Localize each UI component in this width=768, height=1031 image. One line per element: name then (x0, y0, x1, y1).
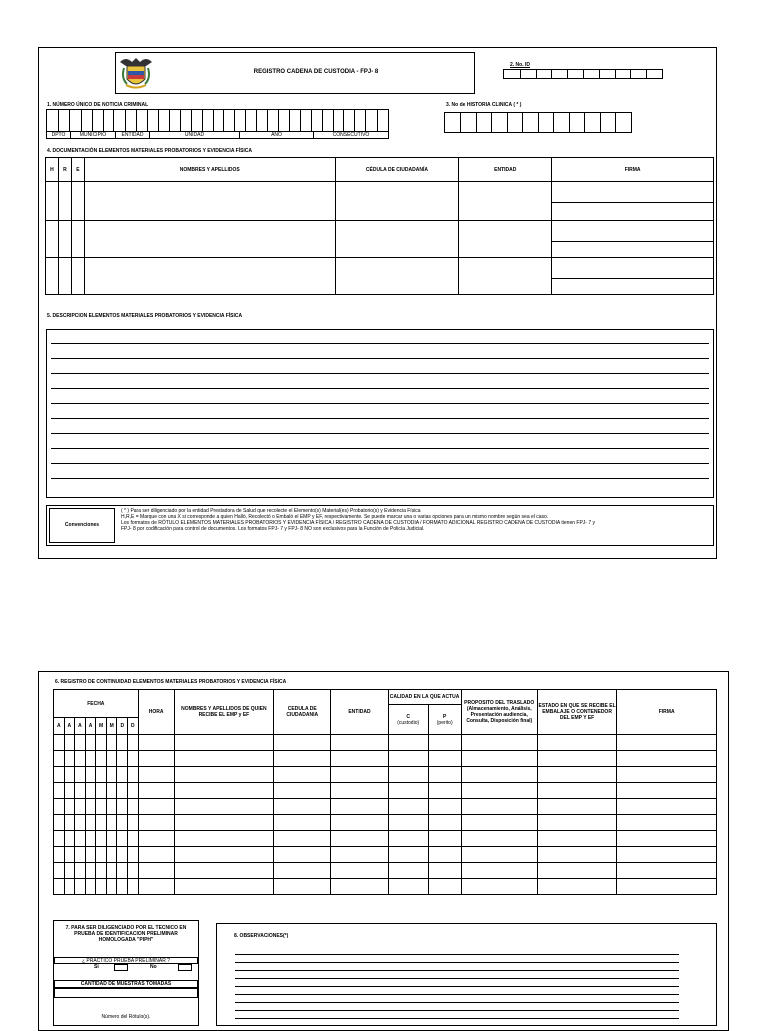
table-cell[interactable] (331, 847, 388, 863)
table-cell[interactable] (428, 767, 461, 783)
table-cell[interactable] (117, 879, 128, 895)
table-cell[interactable] (461, 751, 537, 767)
table-cell[interactable] (85, 815, 96, 831)
table-cell[interactable] (174, 847, 274, 863)
table-row (54, 751, 717, 767)
col-cedula: CEDULA DE CIUDADANIA (274, 690, 331, 735)
table-cell[interactable] (75, 831, 86, 847)
table-cell[interactable] (428, 863, 461, 879)
table-cell[interactable] (117, 767, 128, 783)
table-cell[interactable] (117, 783, 128, 799)
table-cell[interactable] (388, 831, 428, 847)
si-checkbox[interactable] (114, 964, 128, 971)
table-cell[interactable] (174, 783, 274, 799)
table-cell[interactable] (461, 767, 537, 783)
description-box[interactable] (46, 329, 714, 498)
table-cell[interactable] (128, 767, 139, 783)
cell[interactable] (58, 258, 71, 295)
conventions-box (46, 505, 714, 546)
conventions-text (121, 508, 711, 532)
section6-label: 6. REGISTRO DE CONTINUIDAD ELEMENTOS MATERIALES PROBATORIOS Y EVIDENCIA FÍSICA (55, 679, 287, 685)
table-cell[interactable] (64, 783, 75, 799)
conventions-line: ( * ) Para ser diligenciado por la entidad Prestadora de Salud que recolecte el Elemento(s) Material(es) Probatorio(s) y Evidencia Física (121, 508, 421, 514)
table-cell[interactable] (64, 815, 75, 831)
table-cell[interactable] (96, 767, 107, 783)
section6-rows (54, 735, 717, 895)
noticia-field[interactable] (46, 109, 389, 139)
table-cell[interactable] (617, 799, 717, 815)
table-cell[interactable] (388, 863, 428, 879)
table-cell[interactable] (128, 751, 139, 767)
fecha-a: A (75, 718, 86, 735)
section7-label: 7. PARA SER DILIGENCIADO POR EL TECNICO EN PRUEBA DE IDENTIFICACION PRELIMINAR HOMOLOGADA "PIPH" (65, 925, 187, 943)
table-cell[interactable] (138, 863, 174, 879)
table-cell[interactable] (388, 735, 428, 751)
table-cell[interactable] (106, 815, 117, 831)
col-firma: FIRMA (617, 690, 717, 735)
table-row (54, 735, 717, 751)
table-cell[interactable] (428, 847, 461, 863)
table-cell[interactable] (96, 879, 107, 895)
cell[interactable] (46, 258, 59, 295)
fecha-a: A (64, 718, 75, 735)
id-field[interactable] (503, 69, 663, 79)
table-cell[interactable] (85, 783, 96, 799)
table-cell[interactable] (174, 879, 274, 895)
cell[interactable] (459, 182, 552, 221)
table-cell[interactable] (461, 879, 537, 895)
table-cell[interactable] (117, 735, 128, 751)
table-cell[interactable] (428, 735, 461, 751)
conventions-line: H,R,E = Marque con una X si corresponde a quien Halló, Recolectó o Embaló el EMP y EF, respectivamente. Se puede marcar una o varias opciones para un mismo nombre según sea el caso. (121, 514, 549, 520)
no-checkbox[interactable] (178, 964, 192, 971)
table-cell[interactable] (331, 751, 388, 767)
table-cell[interactable] (274, 815, 331, 831)
table-cell[interactable] (96, 799, 107, 815)
table-row (54, 799, 717, 815)
table-cell[interactable] (388, 799, 428, 815)
table-cell[interactable] (96, 783, 107, 799)
table-cell[interactable] (106, 863, 117, 879)
table-cell[interactable] (138, 815, 174, 831)
noticia-cell-ano: AÑO (239, 132, 313, 139)
table-cell[interactable] (75, 847, 86, 863)
table-cell[interactable] (617, 847, 717, 863)
table-cell[interactable] (64, 863, 75, 879)
conventions-label: Convenciones (64, 522, 100, 528)
form-title: REGISTRO CADENA DE CUSTODIA - FPJ- 8 (253, 69, 379, 75)
section4-label: 4. DOCUMENTACIÓN ELEMENTOS MATERIALES PROBATORIOS Y EVIDENCIA FÍSICA (47, 148, 253, 154)
table-cell[interactable] (128, 847, 139, 863)
cell[interactable] (335, 221, 459, 258)
col-hora: HORA (138, 690, 174, 735)
table-cell[interactable] (54, 815, 65, 831)
col-proposito: PROPOSITO DEL TRASLADO (Almacenamiento, Análisis, Presentación audiencia, Consulta, Disposición final) (461, 690, 537, 735)
table-cell[interactable] (274, 767, 331, 783)
table-cell[interactable] (617, 783, 717, 799)
cell[interactable] (552, 221, 714, 242)
table-cell[interactable] (461, 863, 537, 879)
table-row (54, 767, 717, 783)
table-cell[interactable] (388, 815, 428, 831)
form-page-1 (38, 47, 717, 559)
table-cell[interactable] (138, 751, 174, 767)
noticia-cell-unidad: UNIDAD (149, 132, 239, 139)
historia-field[interactable] (444, 112, 632, 133)
table-cell[interactable] (85, 831, 96, 847)
table-cell[interactable] (138, 735, 174, 751)
table-cell[interactable] (96, 831, 107, 847)
cell[interactable] (58, 221, 71, 258)
table-cell[interactable] (85, 799, 96, 815)
table-cell[interactable] (617, 879, 717, 895)
table-cell[interactable] (64, 847, 75, 863)
table-cell[interactable] (75, 863, 86, 879)
col-h: H (46, 158, 59, 182)
table-cell[interactable] (174, 767, 274, 783)
cell[interactable] (58, 182, 71, 221)
table-cell[interactable] (537, 815, 616, 831)
table-cell[interactable] (117, 815, 128, 831)
col-nombres: NOMBRES Y APELLIDOS DE QUIEN RECIBE EL EMP y EF (174, 690, 274, 735)
table-cell[interactable] (54, 751, 65, 767)
table-cell[interactable] (174, 735, 274, 751)
conventions-line: FPJ- 8 por codificación para control de documentos. Los formatos FPJ- 7 y FPJ- 8 NO son exclusivos para la Función de Policía Judicial. (121, 526, 425, 532)
table-cell[interactable] (85, 735, 96, 751)
col-r: R (58, 158, 71, 182)
table-cell[interactable] (331, 879, 388, 895)
table-cell[interactable] (428, 751, 461, 767)
cell[interactable] (84, 182, 335, 221)
fecha-m: M (96, 718, 107, 735)
cell[interactable] (46, 221, 59, 258)
table-cell[interactable] (331, 783, 388, 799)
table-cell[interactable] (428, 815, 461, 831)
col-calidad-c: C (custodio) (388, 705, 428, 735)
table-row (54, 879, 717, 895)
table-cell[interactable] (85, 767, 96, 783)
table-cell[interactable] (96, 751, 107, 767)
table-cell[interactable] (106, 751, 117, 767)
table-cell[interactable] (537, 783, 616, 799)
table-cell[interactable] (138, 767, 174, 783)
table-cell[interactable] (138, 847, 174, 863)
table-cell[interactable] (106, 879, 117, 895)
table-cell[interactable] (128, 831, 139, 847)
table-cell[interactable] (617, 735, 717, 751)
cell[interactable] (459, 221, 552, 258)
table-cell[interactable] (461, 847, 537, 863)
table-cell[interactable] (96, 847, 107, 863)
table-row (54, 863, 717, 879)
fecha-a: A (54, 718, 65, 735)
fecha-a: A (85, 718, 96, 735)
cell[interactable] (552, 279, 714, 295)
table-cell[interactable] (274, 751, 331, 767)
table-cell[interactable] (54, 767, 65, 783)
table-cell[interactable] (75, 751, 86, 767)
section5-label: 5. DESCRIPCION ELEMENTOS MATERIALES PROBATORIOS Y EVIDENCIA FÍSICA (47, 313, 243, 319)
table-row (54, 815, 717, 831)
table-cell[interactable] (128, 879, 139, 895)
table-cell[interactable] (331, 735, 388, 751)
conventions-line: Los formatos de RÓTULO ELEMENTOS MATERIALES PROBATORIOS Y EVIDENCIA FÍSICA / REGISTRO CADENA DE CUSTODIA / FORMATO ADICIONAL REGISTRO CADENA DE CUSTODIA tienen FPJ- 7 y (121, 520, 596, 526)
table-cell[interactable] (128, 799, 139, 815)
table-cell[interactable] (174, 751, 274, 767)
table-cell[interactable] (85, 847, 96, 863)
noticia-cell-consecutivo: CONSECUTIVO (313, 132, 388, 139)
fecha-m: M (106, 718, 117, 735)
cell[interactable] (552, 203, 714, 221)
col-entidad: ENTIDAD (331, 690, 388, 735)
table-cell[interactable] (128, 783, 139, 799)
table-cell[interactable] (461, 783, 537, 799)
table-cell[interactable] (274, 799, 331, 815)
table-cell[interactable] (617, 831, 717, 847)
table-cell[interactable] (331, 799, 388, 815)
col-e: E (71, 158, 84, 182)
table-cell[interactable] (388, 783, 428, 799)
table-row (54, 783, 717, 799)
table-cell[interactable] (75, 815, 86, 831)
table-cell[interactable] (537, 831, 616, 847)
cell[interactable] (46, 182, 59, 221)
form-page-2 (38, 671, 729, 1031)
cell[interactable] (552, 258, 714, 279)
table-cell[interactable] (274, 847, 331, 863)
table-cell[interactable] (85, 879, 96, 895)
table-cell[interactable] (64, 751, 75, 767)
table-cell[interactable] (75, 767, 86, 783)
historia-label: 3. No de HISTORIA CLINICA ( * ) (446, 102, 522, 108)
section8-label: 8. OBSERVACIONES(*) (234, 933, 289, 939)
table-cell[interactable] (138, 799, 174, 815)
table-cell[interactable] (428, 879, 461, 895)
table-cell[interactable] (64, 735, 75, 751)
table-cell[interactable] (85, 863, 96, 879)
cell[interactable] (71, 258, 84, 295)
cell[interactable] (552, 182, 714, 203)
table-cell[interactable] (388, 751, 428, 767)
conventions-label-box (49, 508, 115, 543)
si-label: Si (94, 964, 99, 970)
table-cell[interactable] (537, 735, 616, 751)
table-cell[interactable] (617, 815, 717, 831)
table-cell[interactable] (64, 879, 75, 895)
table-cell[interactable] (138, 783, 174, 799)
table-cell[interactable] (54, 735, 65, 751)
table-cell[interactable] (106, 735, 117, 751)
table-row (54, 831, 717, 847)
table-cell[interactable] (274, 783, 331, 799)
table-cell[interactable] (117, 751, 128, 767)
table-cell[interactable] (331, 863, 388, 879)
table-cell[interactable] (96, 735, 107, 751)
table-cell[interactable] (75, 735, 86, 751)
table-cell[interactable] (64, 767, 75, 783)
table-cell[interactable] (331, 815, 388, 831)
noticia-cell-dpto: DPTO (51, 132, 66, 138)
table-cell[interactable] (174, 815, 274, 831)
table-cell[interactable] (106, 783, 117, 799)
id-label: 2. No. ID (510, 62, 531, 68)
section4-table (45, 157, 714, 295)
table-cell[interactable] (174, 799, 274, 815)
col-estado: ESTADO EN QUE SE RECIBE EL EMBALAJE O CONTENEDOR DEL EMP Y EF (537, 690, 616, 735)
table-cell[interactable] (537, 879, 616, 895)
table-cell[interactable] (428, 799, 461, 815)
table-cell[interactable] (64, 799, 75, 815)
table-cell[interactable] (117, 863, 128, 879)
table-cell[interactable] (537, 863, 616, 879)
col-firma: FIRMA (552, 158, 714, 182)
table-cell[interactable] (128, 863, 139, 879)
table-cell[interactable] (537, 751, 616, 767)
fecha-d: D (128, 718, 139, 735)
table-cell[interactable] (537, 799, 616, 815)
table-cell[interactable] (617, 767, 717, 783)
table-cell[interactable] (388, 767, 428, 783)
table-cell[interactable] (54, 863, 65, 879)
practico-label: ¿ PRACTICO PRUEBA PRELIMINAR ? (54, 957, 198, 964)
cell[interactable] (84, 258, 335, 295)
table-cell[interactable] (106, 799, 117, 815)
cell[interactable] (71, 182, 84, 221)
table-cell[interactable] (54, 783, 65, 799)
table-cell[interactable] (274, 863, 331, 879)
table-cell[interactable] (138, 831, 174, 847)
table-cell[interactable] (274, 735, 331, 751)
table-cell[interactable] (274, 831, 331, 847)
rotulo-label: Número del Rótulo(s). (101, 1014, 151, 1020)
table-cell[interactable] (75, 879, 86, 895)
col-fecha: FECHA (54, 690, 139, 718)
col-cedula: CÉDULA DE CIUDADANÍA (335, 158, 459, 182)
table-cell[interactable] (461, 815, 537, 831)
fecha-d: D (117, 718, 128, 735)
cell[interactable] (84, 221, 335, 258)
table-cell[interactable] (128, 735, 139, 751)
table-cell[interactable] (117, 847, 128, 863)
table-cell[interactable] (428, 783, 461, 799)
table-cell[interactable] (54, 847, 65, 863)
table-cell[interactable] (617, 751, 717, 767)
table-cell[interactable] (106, 767, 117, 783)
cell[interactable] (459, 258, 552, 295)
section6-table (53, 689, 717, 895)
table-cell[interactable] (54, 879, 65, 895)
title-box (115, 52, 475, 94)
section7-box (53, 920, 199, 1026)
no-label: No (150, 964, 157, 970)
table-cell[interactable] (331, 767, 388, 783)
table-cell[interactable] (537, 847, 616, 863)
table-cell[interactable] (461, 831, 537, 847)
table-cell[interactable] (174, 831, 274, 847)
table-cell[interactable] (388, 847, 428, 863)
noticia-cell-entidad: ENTIDAD (115, 132, 149, 139)
table-cell[interactable] (388, 879, 428, 895)
table-cell[interactable] (128, 815, 139, 831)
table-cell[interactable] (64, 831, 75, 847)
table-cell[interactable] (117, 831, 128, 847)
table-cell[interactable] (106, 831, 117, 847)
table-cell[interactable] (461, 799, 537, 815)
table-cell[interactable] (54, 799, 65, 815)
table-cell[interactable] (75, 783, 86, 799)
col-calidad-p: P (perito) (428, 705, 461, 735)
table-cell[interactable] (75, 799, 86, 815)
table-cell[interactable] (428, 831, 461, 847)
cell[interactable] (552, 242, 714, 258)
table-row (54, 847, 717, 863)
table-cell[interactable] (96, 815, 107, 831)
cantidad-field[interactable] (54, 988, 198, 998)
table-cell[interactable] (537, 767, 616, 783)
cell[interactable] (335, 182, 459, 221)
table-cell[interactable] (331, 831, 388, 847)
noticia-cell-municipio: MUNICIPIO (70, 132, 115, 139)
col-calidad: CALIDAD EN LA QUE ACTUA (388, 690, 461, 705)
table-cell[interactable] (85, 751, 96, 767)
table-cell[interactable] (174, 863, 274, 879)
table-cell[interactable] (461, 735, 537, 751)
table-cell[interactable] (117, 799, 128, 815)
cell[interactable] (335, 258, 459, 295)
col-nombres: NOMBRES Y APELLIDOS (84, 158, 335, 182)
col-entidad: ENTIDAD (459, 158, 552, 182)
table-cell[interactable] (96, 863, 107, 879)
cantidad-label: CANTIDAD DE MUESTRAS TOMADAS (54, 980, 198, 988)
table-cell[interactable] (274, 879, 331, 895)
table-cell[interactable] (54, 831, 65, 847)
table-cell[interactable] (106, 847, 117, 863)
noticia-label: 1. NÚMERO ÚNICO DE NOTICIA CRIMINAL (47, 102, 149, 108)
observaciones-box[interactable] (216, 923, 717, 1026)
table-cell[interactable] (138, 879, 174, 895)
cell[interactable] (71, 221, 84, 258)
table-cell[interactable] (617, 863, 717, 879)
